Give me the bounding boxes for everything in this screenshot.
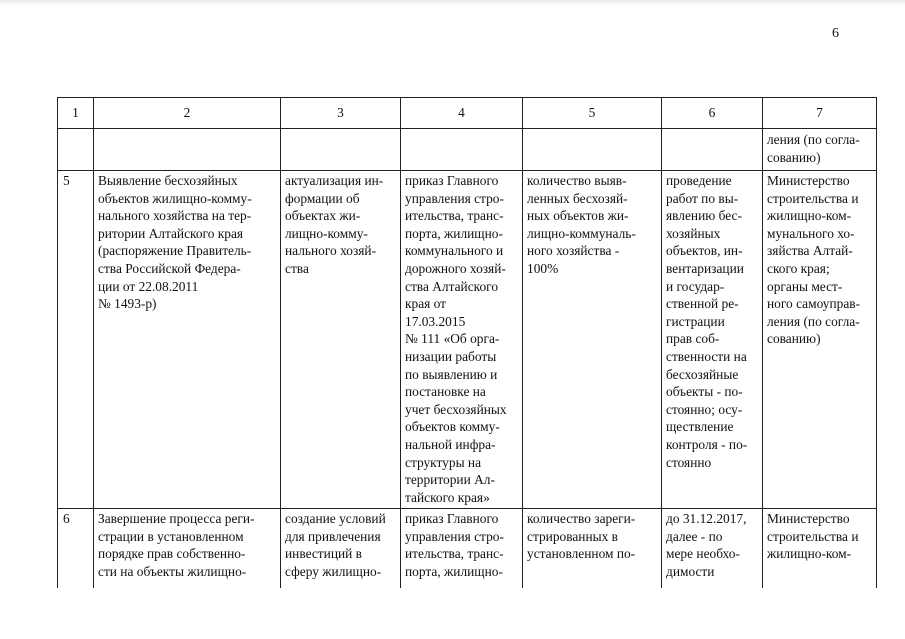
cell-text-line: установленном по- bbox=[527, 546, 636, 562]
cell-text-line: сферу жилищно- bbox=[285, 564, 382, 580]
cell-text-line: мунального хо- bbox=[767, 225, 855, 241]
cell-text-line: количество выяв- bbox=[527, 173, 627, 188]
cell-text-line: объекты - по- bbox=[666, 384, 743, 400]
header-col-7: 7 bbox=[763, 98, 877, 129]
cell-text-line: тайского края» bbox=[405, 489, 490, 505]
cell-text-line: ществление bbox=[666, 419, 734, 435]
cell-text-line: Министерство bbox=[767, 173, 850, 188]
continuation-row bbox=[58, 129, 877, 171]
cont-cell-1 bbox=[58, 129, 94, 171]
cont-cell-6 bbox=[662, 129, 763, 171]
cell-text-line: дорожного хозяй- bbox=[405, 260, 506, 276]
cont-cell-5 bbox=[523, 129, 662, 171]
cell-text-line: строительства и bbox=[767, 528, 859, 544]
row-number: 6 bbox=[58, 509, 94, 589]
page-number: 6 bbox=[832, 26, 839, 41]
cell-text-line: и государ- bbox=[666, 278, 725, 294]
cell-text-line: стоянно bbox=[666, 454, 712, 470]
cell-text-line: ского края; bbox=[767, 260, 830, 276]
cell-text-line: лищно-комму- bbox=[285, 225, 368, 241]
responsible-cell bbox=[763, 171, 877, 509]
cell-text-line: учет бесхозяйных bbox=[405, 401, 507, 417]
cell-text-line: № 111 «Об орга- bbox=[405, 331, 500, 347]
cell-text-line: ления (по согла- bbox=[767, 313, 860, 329]
cell-text-line: ственности на bbox=[666, 348, 747, 364]
cell-text-line: жилищно-ком- bbox=[767, 546, 852, 562]
header-col-3: 3 bbox=[281, 98, 401, 129]
cont-cell-2 bbox=[94, 129, 281, 171]
cell-text-line: управления стро- bbox=[405, 190, 504, 206]
cont-cell-3 bbox=[281, 129, 401, 171]
cont-cell-responsible bbox=[763, 129, 877, 171]
goal-cell bbox=[281, 171, 401, 509]
cell-text-line: порта, жилищно- bbox=[405, 564, 503, 580]
cell-text-line: создание условий bbox=[285, 511, 386, 527]
cell-text-line: нального хозяйства на тер- bbox=[98, 208, 252, 224]
goal-cell bbox=[281, 509, 401, 589]
header-col-5: 5 bbox=[523, 98, 662, 129]
cell-text-line: по выявлению и bbox=[405, 366, 498, 382]
cell-text-line: контроля - по- bbox=[666, 436, 748, 452]
cell-text-line: прав соб- bbox=[666, 331, 720, 347]
cell-text-line: сти на объекты жилищно- bbox=[98, 564, 247, 580]
cell-text-line: приказ Главного bbox=[405, 173, 499, 188]
legal-basis-cell bbox=[401, 509, 523, 589]
cell-text-line: ного самоуправ- bbox=[767, 296, 861, 312]
scan-edge bbox=[0, 0, 905, 6]
cell-text-line: сованию) bbox=[767, 149, 821, 165]
cell-text-line: объектов комму- bbox=[405, 419, 500, 435]
cell-text-line: нального хозяй- bbox=[285, 243, 377, 259]
cell-text-line: для привлечения bbox=[285, 528, 381, 544]
cell-text-line: до 31.12.2017, bbox=[666, 511, 747, 527]
cell-text-line: ительства, транс- bbox=[405, 208, 504, 224]
cell-text-line: мере необхо- bbox=[666, 546, 740, 562]
cell-text-line: ства bbox=[285, 260, 309, 276]
cell-text-line: работ по вы- bbox=[666, 190, 739, 206]
cell-text-line: зяйства Алтай- bbox=[767, 243, 853, 259]
header-col-1: 1 bbox=[58, 98, 94, 129]
cell-text-line: 100% bbox=[527, 260, 559, 276]
header-col-4: 4 bbox=[401, 98, 523, 129]
cell-text-line: количество зареги- bbox=[527, 511, 636, 527]
header-col-6: 6 bbox=[662, 98, 763, 129]
cell-text-line: ства Алтайского bbox=[405, 278, 499, 294]
cell-text-line: низации работы bbox=[405, 348, 497, 364]
cell-text-line: сованию) bbox=[767, 331, 821, 347]
cell-text-line: жилищно-ком- bbox=[767, 208, 852, 224]
cell-text-line: структуры на bbox=[405, 454, 482, 470]
cell-text-line: (распоряжение Правитель- bbox=[98, 243, 252, 259]
cell-text-line: органы мест- bbox=[767, 278, 843, 294]
cell-text-line: лищно-коммуналь- bbox=[527, 225, 636, 241]
measure-cell bbox=[94, 171, 281, 509]
table-row bbox=[58, 509, 877, 589]
plan-table bbox=[57, 97, 877, 588]
cell-text-line: нальной инфра- bbox=[405, 436, 496, 452]
deadline-cell bbox=[662, 171, 763, 509]
cell-text-line: порядке прав собственно- bbox=[98, 546, 246, 562]
row-number: 5 bbox=[58, 171, 94, 509]
cell-text-line: ства Российской Федера- bbox=[98, 260, 241, 276]
cell-text-line: объектов, ин- bbox=[666, 243, 743, 259]
cell-text-line: далее - по bbox=[666, 528, 723, 544]
cell-text-line: объектах жи- bbox=[285, 208, 361, 224]
cell-text-line: хозяйных bbox=[666, 225, 721, 241]
cell-text-line: ции от 22.08.2011 bbox=[98, 278, 199, 294]
cell-text-line: территории Ал- bbox=[405, 472, 495, 488]
cell-text-line: № 1493-р) bbox=[98, 296, 157, 312]
cell-text-line: 17.03.2015 bbox=[405, 313, 466, 329]
cell-text-line: ных объектов жи- bbox=[527, 208, 629, 224]
cell-text-line: димости bbox=[666, 564, 715, 580]
header-row bbox=[58, 98, 877, 129]
cell-text-line: стрированных в bbox=[527, 528, 618, 544]
cell-text-line: явлению бес- bbox=[666, 208, 742, 224]
cell-text-line: края от bbox=[405, 296, 447, 312]
cell-text-line: ственной ре- bbox=[666, 296, 739, 312]
cell-text-line: формации об bbox=[285, 190, 360, 206]
header-col-2: 2 bbox=[94, 98, 281, 129]
cell-text-line: постановке на bbox=[405, 384, 486, 400]
cont-cell-4 bbox=[401, 129, 523, 171]
responsible-cell bbox=[763, 509, 877, 589]
indicator-cell bbox=[523, 509, 662, 589]
table-row bbox=[58, 171, 877, 509]
cell-text-line: управления стро- bbox=[405, 528, 504, 544]
cell-text-line: инвестиций в bbox=[285, 546, 362, 562]
cell-text-line: ритории Алтайского края bbox=[98, 225, 244, 241]
cell-text-line: Выявление бесхозяйных bbox=[98, 173, 238, 188]
cell-text-line: коммунального и bbox=[405, 243, 504, 259]
cell-text-line: приказ Главного bbox=[405, 511, 499, 527]
cell-text-line: порта, жилищно- bbox=[405, 225, 503, 241]
cell-text-line: страции в установленном bbox=[98, 528, 244, 544]
indicator-cell bbox=[523, 171, 662, 509]
cell-text-line: Министерство bbox=[767, 511, 850, 527]
cell-text-line: актуализация ин- bbox=[285, 173, 384, 188]
legal-basis-cell bbox=[401, 171, 523, 509]
cell-text-line: проведение bbox=[666, 173, 732, 188]
cell-text-line: Завершение процесса реги- bbox=[98, 511, 255, 527]
cell-text-line: ительства, транс- bbox=[405, 546, 504, 562]
cell-text-line: строительства и bbox=[767, 190, 859, 206]
cell-text-line: ного хозяйства - bbox=[527, 243, 620, 259]
measure-cell bbox=[94, 509, 281, 589]
cell-text-line: вентаризации bbox=[666, 260, 744, 276]
cell-text-line: гистрации bbox=[666, 313, 725, 329]
cell-text-line: ления (по согла- bbox=[767, 132, 860, 147]
cell-text-line: стоянно; осу- bbox=[666, 401, 743, 417]
cell-text-line: объектов жилищно-комму- bbox=[98, 190, 252, 206]
deadline-cell bbox=[662, 509, 763, 589]
cell-text-line: ленных бесхозяй- bbox=[527, 190, 628, 206]
cell-text-line: бесхозяйные bbox=[666, 366, 739, 382]
